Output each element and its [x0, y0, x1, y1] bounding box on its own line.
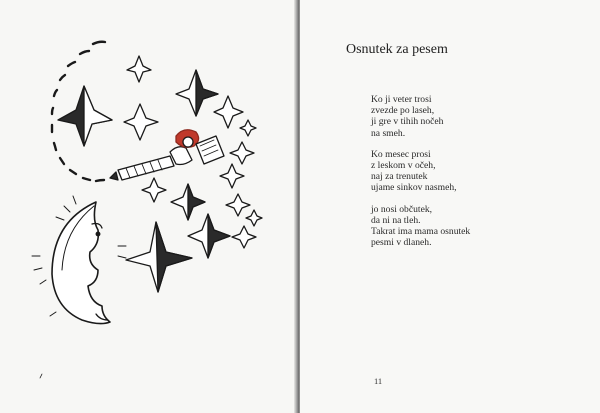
poem-line: zvezde po laseh, — [371, 105, 435, 117]
poem-line: Takrat ima mama osnutek — [371, 226, 471, 238]
poem-line: z leskom v očeh, — [371, 160, 436, 172]
poem-line: na smeh. — [371, 127, 406, 139]
page-number: 11 — [374, 376, 383, 386]
poem-stanza-1 — [371, 94, 571, 139]
flying-girl — [110, 130, 224, 180]
left-page — [0, 0, 296, 413]
poem-line: naj za trenutek — [371, 171, 428, 183]
poem-line: Ko mesec prosi — [371, 148, 431, 160]
poem-line: da ni na tleh. — [371, 214, 421, 226]
poem-stanza-3 — [371, 204, 571, 249]
poem-line: ujame sinkov nasmeh, — [371, 182, 457, 194]
poem-line: pesmi v dlaneh. — [371, 237, 432, 249]
poem-line: ji gre v tihih nočeh — [371, 116, 444, 128]
poem-stanza-2 — [371, 149, 571, 194]
poem-body — [371, 94, 571, 258]
poem-title: Osnutek za pesem — [346, 42, 448, 57]
crescent-moon — [32, 196, 126, 324]
stray-mark — [40, 374, 42, 378]
poem-line: jo nosi občutek, — [371, 203, 433, 215]
poem-line: Ko ji veter trosi — [371, 94, 432, 105]
illustration-stars-moon-girl — [0, 0, 296, 413]
